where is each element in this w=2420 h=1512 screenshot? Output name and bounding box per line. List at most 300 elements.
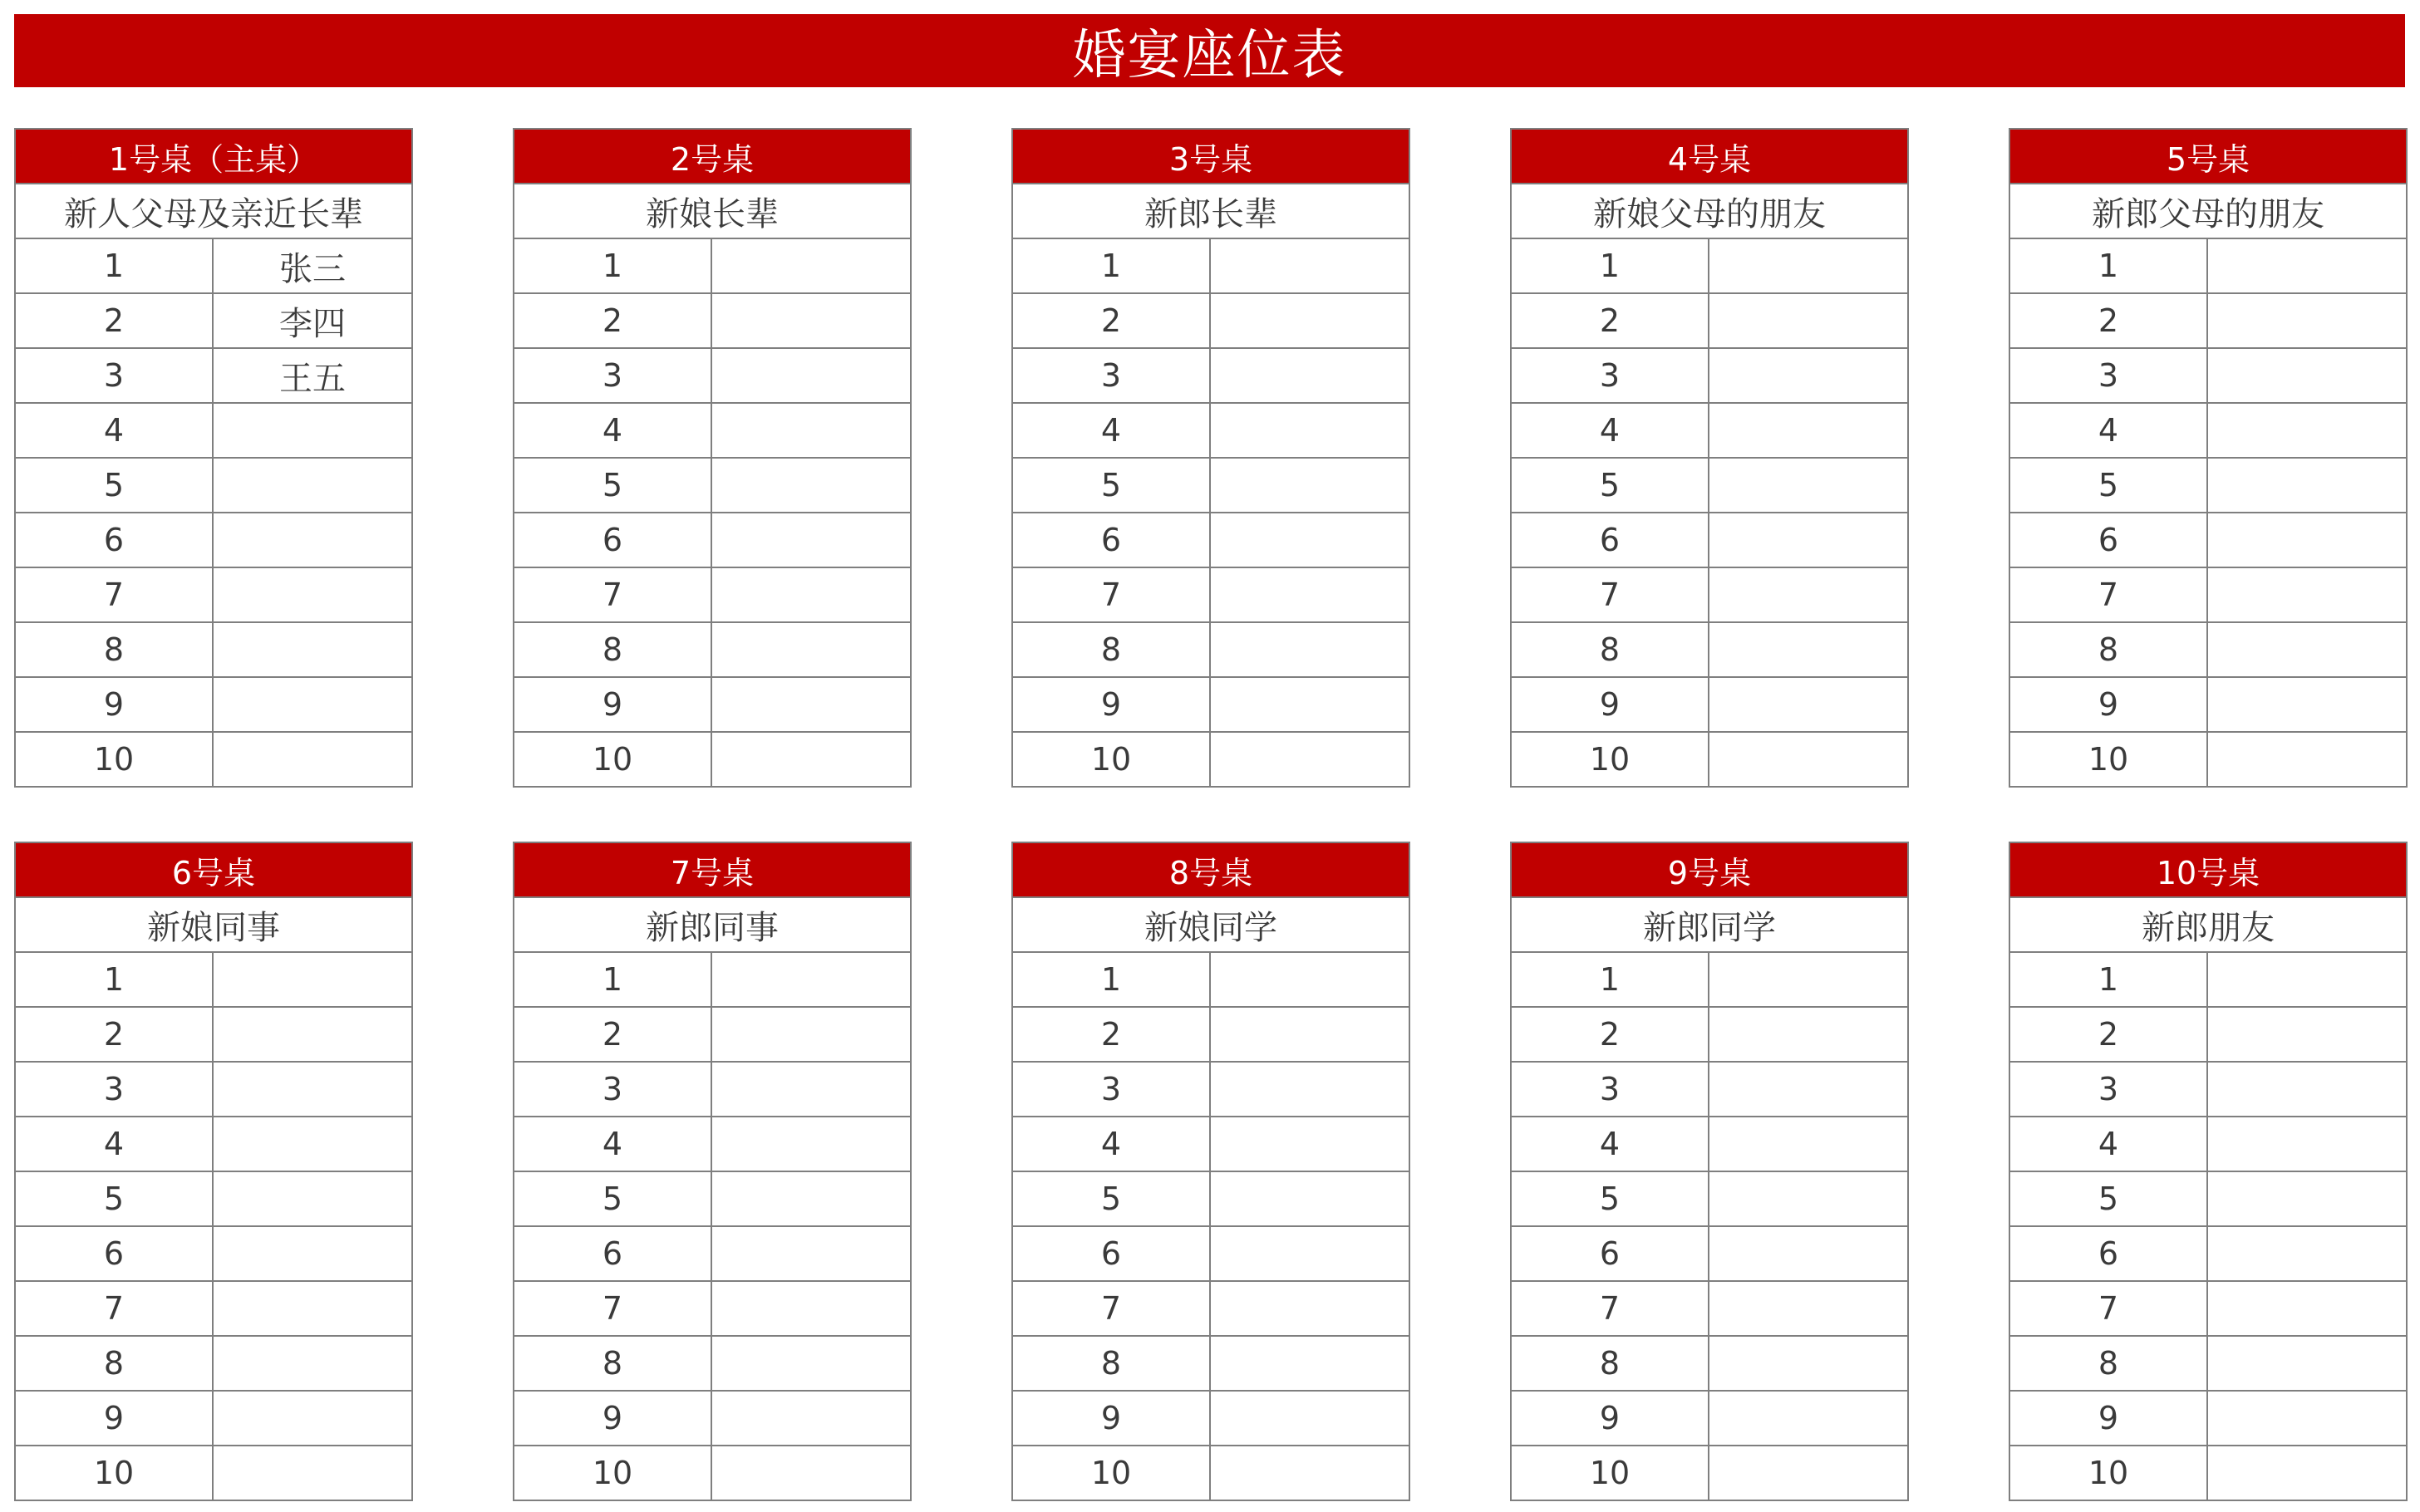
guest-name-cell[interactable] <box>1709 1337 1907 1390</box>
seat-number: 10 <box>16 733 214 786</box>
seat-number: 7 <box>16 1282 214 1335</box>
seat-number: 1 <box>2010 239 2208 292</box>
guest-name-cell[interactable] <box>1211 404 1409 457</box>
seat-row <box>514 1008 910 1063</box>
seat-table-2 <box>513 128 912 788</box>
seat-table-1 <box>14 128 413 788</box>
seat-row <box>514 459 910 513</box>
seat-row <box>1013 404 1409 459</box>
guest-name-cell[interactable] <box>1709 733 1907 786</box>
seat-row <box>16 733 411 786</box>
seat-row <box>1013 349 1409 404</box>
guest-name-cell[interactable] <box>1709 404 1907 457</box>
seat-row <box>2010 953 2406 1008</box>
seat-row <box>16 404 411 459</box>
table-guest-group: 新郎朋友 <box>2010 898 2406 953</box>
guest-name-cell[interactable] <box>214 568 411 621</box>
seat-row <box>16 294 411 349</box>
guest-name-cell[interactable] <box>1211 513 1409 567</box>
guest-name-cell[interactable] <box>2208 239 2406 292</box>
seat-number: 10 <box>2010 1446 2208 1500</box>
seat-row <box>2010 1008 2406 1063</box>
seat-number: 9 <box>514 1392 712 1445</box>
guest-name-cell[interactable] <box>2208 1446 2406 1500</box>
seat-row <box>2010 349 2406 404</box>
seat-number: 9 <box>16 678 214 731</box>
seat-row <box>514 513 910 568</box>
seat-number: 4 <box>1512 1117 1709 1171</box>
seat-row <box>1512 239 1907 294</box>
seat-number: 10 <box>514 1446 712 1500</box>
seat-number: 8 <box>1512 623 1709 676</box>
guest-name-cell[interactable] <box>1709 568 1907 621</box>
seat-row <box>2010 1446 2406 1500</box>
seat-row <box>2010 733 2406 786</box>
guest-name-cell[interactable] <box>1211 349 1409 402</box>
guest-name-cell[interactable] <box>1211 1172 1409 1225</box>
table-name: 2号桌 <box>514 130 910 184</box>
seat-row <box>1512 349 1907 404</box>
seat-table-6 <box>14 842 413 1501</box>
seat-row <box>514 1172 910 1227</box>
guest-name-cell[interactable] <box>214 1008 411 1061</box>
guest-name-cell[interactable] <box>712 1446 910 1500</box>
seat-number: 2 <box>1512 1008 1709 1061</box>
guest-name-cell[interactable] <box>214 459 411 512</box>
seat-row <box>16 1446 411 1500</box>
seat-number: 6 <box>514 1227 712 1280</box>
seat-row <box>1013 623 1409 678</box>
guest-name-cell[interactable] <box>1709 294 1907 347</box>
guest-name-cell[interactable] <box>214 1063 411 1116</box>
guest-name-cell[interactable] <box>712 1337 910 1390</box>
seat-number: 1 <box>1013 239 1211 292</box>
guest-name-cell[interactable] <box>214 513 411 567</box>
guest-name-cell[interactable] <box>1709 1227 1907 1280</box>
guest-name-cell[interactable] <box>712 1282 910 1335</box>
seat-row <box>1512 294 1907 349</box>
seat-number: 2 <box>514 1008 712 1061</box>
guest-name-cell[interactable]: 李四 <box>279 304 346 343</box>
guest-name-cell[interactable] <box>1211 733 1409 786</box>
guest-name-cell[interactable] <box>2208 513 2406 567</box>
seat-row <box>16 623 411 678</box>
seat-row <box>16 1063 411 1117</box>
guest-name-cell[interactable] <box>2208 404 2406 457</box>
seat-number: 4 <box>514 404 712 457</box>
seat-number: 5 <box>514 459 712 512</box>
seat-number: 10 <box>1512 1446 1709 1500</box>
guest-name-cell[interactable] <box>2208 953 2406 1006</box>
seat-row <box>1013 1227 1409 1282</box>
guest-name-cell[interactable] <box>214 1172 411 1225</box>
seat-row <box>1013 459 1409 513</box>
seat-number: 7 <box>1512 568 1709 621</box>
table-guest-group: 新娘父母的朋友 <box>1512 184 1907 239</box>
guest-name-cell[interactable] <box>712 459 910 512</box>
seat-table-3 <box>1011 128 1410 788</box>
seat-row <box>1013 1337 1409 1392</box>
guest-name-cell[interactable] <box>2208 349 2406 402</box>
guest-name-cell[interactable] <box>712 1117 910 1171</box>
seat-number: 5 <box>514 1172 712 1225</box>
guest-name-cell[interactable] <box>2208 1227 2406 1280</box>
seat-number: 6 <box>16 513 214 567</box>
seat-number: 6 <box>1512 513 1709 567</box>
guest-name-cell[interactable] <box>712 623 910 676</box>
seat-number: 4 <box>16 404 214 457</box>
seat-row <box>1013 568 1409 623</box>
seat-row <box>1013 513 1409 568</box>
seat-number: 2 <box>2010 1008 2208 1061</box>
seat-row <box>2010 294 2406 349</box>
seat-number: 3 <box>16 349 214 402</box>
seat-row <box>2010 678 2406 733</box>
table-name: 8号桌 <box>1013 843 1409 898</box>
seat-row <box>1512 678 1907 733</box>
seat-table-7 <box>513 842 912 1501</box>
seat-row <box>16 1008 411 1063</box>
guest-name-cell[interactable] <box>1211 1117 1409 1171</box>
seat-row <box>16 1172 411 1227</box>
seat-number: 5 <box>1512 459 1709 512</box>
seat-row <box>514 1392 910 1446</box>
seat-row <box>16 239 411 294</box>
seat-number: 4 <box>514 1117 712 1171</box>
guest-name-cell[interactable] <box>1709 623 1907 676</box>
guest-name-cell[interactable] <box>1709 1392 1907 1445</box>
seat-number: 6 <box>514 513 712 567</box>
guest-name-cell[interactable] <box>712 568 910 621</box>
seat-number: 5 <box>2010 459 2208 512</box>
seat-row <box>2010 459 2406 513</box>
seat-number: 2 <box>2010 294 2208 347</box>
seat-row <box>1512 1392 1907 1446</box>
seat-number: 1 <box>514 239 712 292</box>
seat-number: 6 <box>1512 1227 1709 1280</box>
guest-name-cell[interactable] <box>1709 1172 1907 1225</box>
guest-name-cell[interactable] <box>2208 1337 2406 1390</box>
seat-number: 6 <box>1013 1227 1211 1280</box>
seat-number: 8 <box>1013 1337 1211 1390</box>
seat-row <box>2010 1392 2406 1446</box>
guest-name-cell[interactable] <box>712 513 910 567</box>
seat-row <box>16 953 411 1008</box>
guest-name-cell[interactable] <box>2208 1282 2406 1335</box>
seat-number: 7 <box>16 568 214 621</box>
guest-name-cell[interactable] <box>1709 1008 1907 1061</box>
seat-number: 3 <box>1512 1063 1709 1116</box>
seat-row <box>1512 459 1907 513</box>
seat-number: 3 <box>1512 349 1709 402</box>
guest-name-cell[interactable] <box>2208 1392 2406 1445</box>
seat-row <box>1512 1337 1907 1392</box>
seat-number: 1 <box>1512 953 1709 1006</box>
seat-number: 6 <box>2010 1227 2208 1280</box>
table-name: 7号桌 <box>514 843 910 898</box>
seat-row <box>2010 1172 2406 1227</box>
guest-name-cell[interactable] <box>712 1227 910 1280</box>
seat-row <box>1013 294 1409 349</box>
guest-name-cell[interactable] <box>2208 459 2406 512</box>
guest-name-cell[interactable] <box>712 1063 910 1116</box>
seat-row <box>2010 1117 2406 1172</box>
guest-name-cell[interactable] <box>712 1392 910 1445</box>
guest-name-cell[interactable] <box>2208 678 2406 731</box>
seat-table-4 <box>1510 128 1909 788</box>
seat-row <box>514 1337 910 1392</box>
guest-name-cell[interactable] <box>2208 733 2406 786</box>
guest-name-cell[interactable] <box>1709 513 1907 567</box>
guest-name-cell[interactable] <box>712 678 910 731</box>
guest-name-cell[interactable] <box>214 678 411 731</box>
seat-row <box>1512 1172 1907 1227</box>
table-guest-group: 新娘长辈 <box>514 184 910 239</box>
seat-number: 3 <box>1013 349 1211 402</box>
table-guest-group: 新郎同事 <box>514 898 910 953</box>
guest-name-cell[interactable] <box>1709 1446 1907 1500</box>
seat-row <box>514 733 910 786</box>
seat-number: 3 <box>514 349 712 402</box>
guest-name-cell[interactable] <box>1211 1392 1409 1445</box>
guest-name-cell[interactable] <box>712 239 910 292</box>
seat-number: 9 <box>1013 1392 1211 1445</box>
seat-number: 5 <box>16 459 214 512</box>
seat-row <box>1013 1392 1409 1446</box>
guest-name-cell[interactable] <box>2208 294 2406 347</box>
seat-row <box>1013 1172 1409 1227</box>
seat-number: 7 <box>2010 1282 2208 1335</box>
seat-row <box>514 1282 910 1337</box>
seat-row <box>1512 1227 1907 1282</box>
seat-row <box>1013 678 1409 733</box>
guest-name-cell[interactable] <box>1211 294 1409 347</box>
guest-name-cell[interactable]: 张三 <box>279 249 346 288</box>
seating-grid <box>14 128 2405 1500</box>
seat-number: 1 <box>16 239 214 292</box>
seat-row <box>16 1117 411 1172</box>
guest-name-cell[interactable] <box>1709 459 1907 512</box>
guest-name-cell[interactable] <box>1709 953 1907 1006</box>
seat-number: 1 <box>16 953 214 1006</box>
seat-number: 2 <box>1013 1008 1211 1061</box>
table-guest-group: 新娘同学 <box>1013 898 1409 953</box>
table-name: 1号桌（主桌） <box>16 130 411 184</box>
seat-row <box>1512 1063 1907 1117</box>
seat-row <box>1512 733 1907 786</box>
seat-number: 7 <box>1013 1282 1211 1335</box>
guest-name-cell[interactable] <box>1211 459 1409 512</box>
seat-row <box>16 349 411 404</box>
seat-number: 2 <box>1013 294 1211 347</box>
seat-row <box>1013 733 1409 786</box>
seat-row <box>1013 239 1409 294</box>
seat-number: 8 <box>1512 1337 1709 1390</box>
guest-name-cell[interactable] <box>1211 623 1409 676</box>
seat-row <box>1512 404 1907 459</box>
seat-table-10 <box>2009 842 2408 1501</box>
seat-number: 8 <box>16 1337 214 1390</box>
table-name: 4号桌 <box>1512 130 1907 184</box>
seat-row <box>1013 1063 1409 1117</box>
seat-number: 10 <box>16 1446 214 1500</box>
seat-row <box>2010 513 2406 568</box>
guest-name-cell[interactable] <box>1211 568 1409 621</box>
seat-row <box>514 623 910 678</box>
seat-row <box>1512 1008 1907 1063</box>
guest-name-cell[interactable] <box>1211 1282 1409 1335</box>
guest-name-cell[interactable] <box>712 1008 910 1061</box>
seat-number: 2 <box>514 294 712 347</box>
seat-row <box>16 678 411 733</box>
guest-name-cell[interactable] <box>712 404 910 457</box>
guest-name-cell[interactable] <box>712 349 910 402</box>
seat-row <box>16 1392 411 1446</box>
seat-row <box>514 678 910 733</box>
seat-number: 8 <box>2010 623 2208 676</box>
seat-row <box>2010 623 2406 678</box>
seat-number: 1 <box>1512 239 1709 292</box>
guest-name-cell[interactable] <box>1211 1337 1409 1390</box>
seat-number: 2 <box>16 294 214 347</box>
guest-name-cell[interactable] <box>712 1172 910 1225</box>
guest-name-cell[interactable] <box>214 1282 411 1335</box>
guest-name-cell[interactable] <box>1211 953 1409 1006</box>
guest-name-cell[interactable] <box>1211 1008 1409 1061</box>
seat-row <box>514 294 910 349</box>
table-guest-group: 新娘同事 <box>16 898 411 953</box>
seat-number: 4 <box>1013 1117 1211 1171</box>
seat-row <box>16 513 411 568</box>
seat-number: 9 <box>2010 678 2208 731</box>
seat-number: 9 <box>1512 1392 1709 1445</box>
guest-name-cell[interactable] <box>1211 239 1409 292</box>
seat-number: 3 <box>2010 1063 2208 1116</box>
seat-number: 1 <box>2010 953 2208 1006</box>
seat-row <box>514 404 910 459</box>
table-name: 5号桌 <box>2010 130 2406 184</box>
seat-row <box>514 1446 910 1500</box>
seat-row <box>2010 1227 2406 1282</box>
table-name: 6号桌 <box>16 843 411 898</box>
seat-number: 3 <box>514 1063 712 1116</box>
seat-row <box>2010 404 2406 459</box>
seat-number: 5 <box>1013 1172 1211 1225</box>
seat-row <box>1512 1282 1907 1337</box>
guest-name-cell[interactable] <box>2208 1117 2406 1171</box>
seat-row <box>514 1117 910 1172</box>
seat-row <box>2010 1063 2406 1117</box>
seat-number: 8 <box>514 1337 712 1390</box>
seat-number: 8 <box>514 623 712 676</box>
guest-name-cell[interactable] <box>1709 349 1907 402</box>
guest-name-cell[interactable] <box>214 404 411 457</box>
guest-name-cell[interactable]: 王五 <box>279 359 346 398</box>
seat-number: 3 <box>1013 1063 1211 1116</box>
seat-number: 7 <box>2010 568 2208 621</box>
seat-row <box>514 1227 910 1282</box>
seat-number: 9 <box>16 1392 214 1445</box>
guest-name-cell[interactable] <box>712 294 910 347</box>
seat-number: 5 <box>1013 459 1211 512</box>
seat-row <box>1013 1282 1409 1337</box>
guest-name-cell[interactable] <box>2208 1008 2406 1061</box>
guest-name-cell[interactable] <box>1211 1446 1409 1500</box>
seat-number: 7 <box>514 1282 712 1335</box>
seat-number: 9 <box>1013 678 1211 731</box>
guest-name-cell[interactable] <box>1709 678 1907 731</box>
guest-name-cell[interactable] <box>1709 1282 1907 1335</box>
guest-name-cell[interactable] <box>214 953 411 1006</box>
guest-name-cell[interactable] <box>2208 623 2406 676</box>
seat-row <box>16 1337 411 1392</box>
seat-row <box>514 953 910 1008</box>
seat-number: 1 <box>514 953 712 1006</box>
seat-number: 10 <box>1013 1446 1211 1500</box>
guest-name-cell[interactable] <box>1709 1117 1907 1171</box>
seat-row <box>2010 568 2406 623</box>
seat-row <box>514 239 910 294</box>
guest-name-cell[interactable] <box>214 1227 411 1280</box>
guest-name-cell[interactable] <box>214 1446 411 1500</box>
seat-table-8 <box>1011 842 1410 1501</box>
seat-number: 4 <box>2010 1117 2208 1171</box>
guest-name-cell[interactable] <box>214 1117 411 1171</box>
seat-table-5 <box>2009 128 2408 788</box>
seat-row <box>2010 1337 2406 1392</box>
seat-row <box>1512 513 1907 568</box>
seat-row <box>1013 953 1409 1008</box>
guest-name-cell[interactable] <box>214 623 411 676</box>
table-name: 9号桌 <box>1512 843 1907 898</box>
guest-name-cell[interactable] <box>2208 1063 2406 1116</box>
guest-name-cell[interactable] <box>214 1337 411 1390</box>
table-name: 3号桌 <box>1013 130 1409 184</box>
seat-row <box>2010 1282 2406 1337</box>
seat-row <box>514 349 910 404</box>
guest-name-cell[interactable] <box>1211 1227 1409 1280</box>
seat-number: 6 <box>16 1227 214 1280</box>
seat-row <box>2010 239 2406 294</box>
guest-name-cell[interactable] <box>712 733 910 786</box>
seat-number: 9 <box>2010 1392 2208 1445</box>
seat-number: 10 <box>1013 733 1211 786</box>
guest-name-cell[interactable] <box>1211 1063 1409 1116</box>
guest-name-cell[interactable] <box>214 1392 411 1445</box>
seat-number: 9 <box>1512 678 1709 731</box>
seat-number: 10 <box>514 733 712 786</box>
guest-name-cell[interactable] <box>214 733 411 786</box>
guest-name-cell[interactable] <box>1211 678 1409 731</box>
seat-row <box>1013 1446 1409 1500</box>
seat-row <box>514 568 910 623</box>
seat-row <box>1013 1008 1409 1063</box>
guest-name-cell[interactable] <box>2208 1172 2406 1225</box>
seat-number: 6 <box>1013 513 1211 567</box>
seat-row <box>1512 953 1907 1008</box>
seat-row <box>1512 1446 1907 1500</box>
guest-name-cell[interactable] <box>712 953 910 1006</box>
seat-number: 9 <box>514 678 712 731</box>
seat-row <box>16 459 411 513</box>
guest-name-cell[interactable] <box>2208 568 2406 621</box>
seat-number: 4 <box>1512 404 1709 457</box>
guest-name-cell[interactable] <box>1709 239 1907 292</box>
table-guest-group: 新郎长辈 <box>1013 184 1409 239</box>
seat-number: 5 <box>16 1172 214 1225</box>
table-name: 10号桌 <box>2010 843 2406 898</box>
guest-name-cell[interactable] <box>1709 1063 1907 1116</box>
